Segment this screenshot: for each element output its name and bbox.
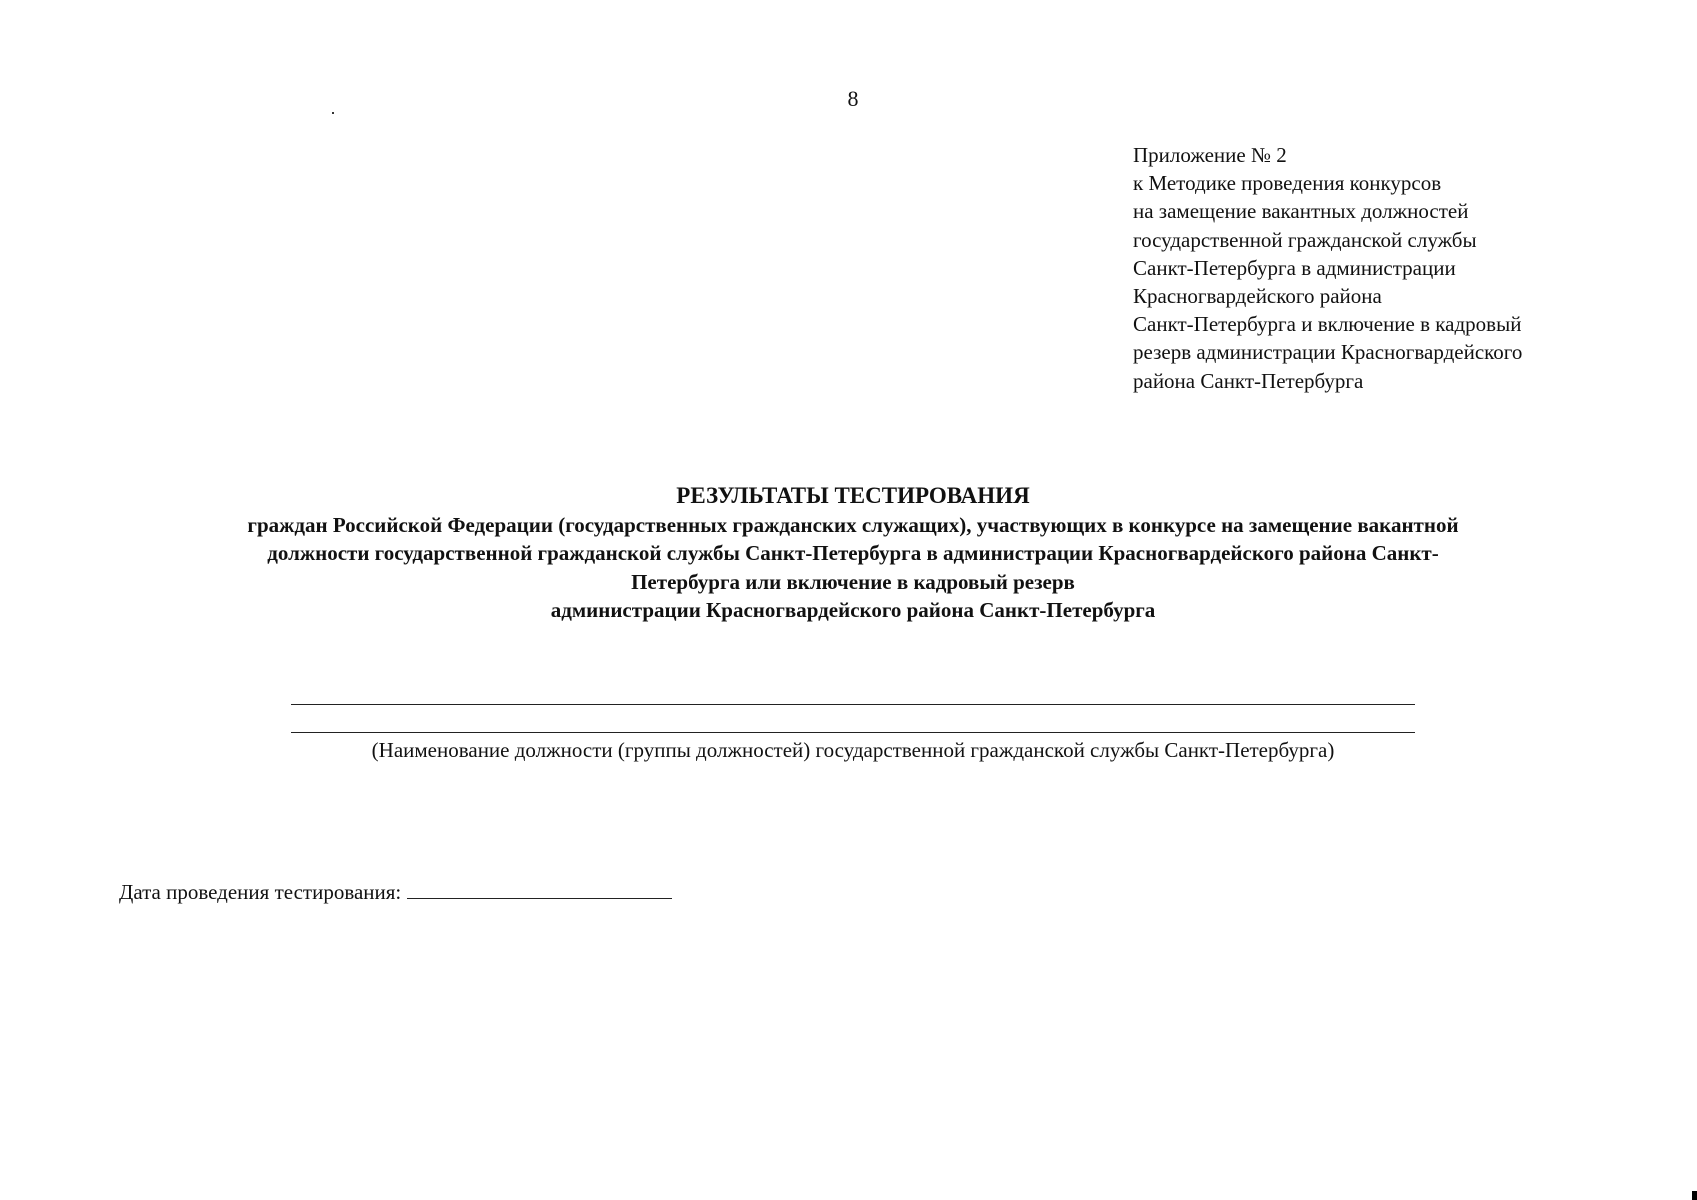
title-subline: администрации Красногвардейского района Санкт-Петербурга	[550, 597, 1156, 622]
appendix-line: к Методике проведения конкурсов	[1133, 171, 1442, 196]
title-subline: Петербурга или включение в кадровый резерв	[631, 569, 1075, 594]
test-date-row	[119, 878, 672, 906]
document-title	[150, 481, 1556, 624]
title-subline: граждан Российской Федерации (государственных гражданских служащих), участвующих в конкурсе на замещение вакантной	[247, 513, 1459, 537]
scan-dot-mark	[332, 112, 334, 114]
appendix-line: государственной гражданской службы	[1133, 227, 1477, 252]
appendix-line: Санкт-Петербурга в администрации	[1133, 255, 1456, 280]
position-blank-line	[291, 732, 1415, 733]
appendix-line: резерв администрации Красногвардейского	[1133, 340, 1523, 365]
position-caption: (Наименование должности (группы должностей) государственной гражданской службы Санкт-Петербурга)	[371, 738, 1335, 762]
appendix-line: Красногвардейского района	[1133, 284, 1382, 309]
test-date-label: Дата проведения тестирования:	[119, 880, 402, 904]
appendix-line: Санкт-Петербурга и включение в кадровый	[1133, 312, 1522, 337]
title-subline: должности государственной гражданской службы Санкт-Петербурга в администрации Красногвардейского района Санкт-	[267, 541, 1439, 566]
appendix-line: района Санкт-Петербурга	[1133, 368, 1364, 393]
scan-corner-mark	[1692, 1191, 1697, 1200]
title-heading: РЕЗУЛЬТАТЫ ТЕСТИРОВАНИЯ	[676, 483, 1030, 508]
test-date-blank	[407, 878, 672, 899]
page-number: 8	[847, 86, 859, 111]
appendix-line: на замещение вакантных должностей	[1133, 199, 1469, 224]
appendix-line: Приложение № 2	[1133, 143, 1287, 167]
position-blank-line	[291, 704, 1415, 705]
appendix-reference	[1133, 141, 1522, 395]
